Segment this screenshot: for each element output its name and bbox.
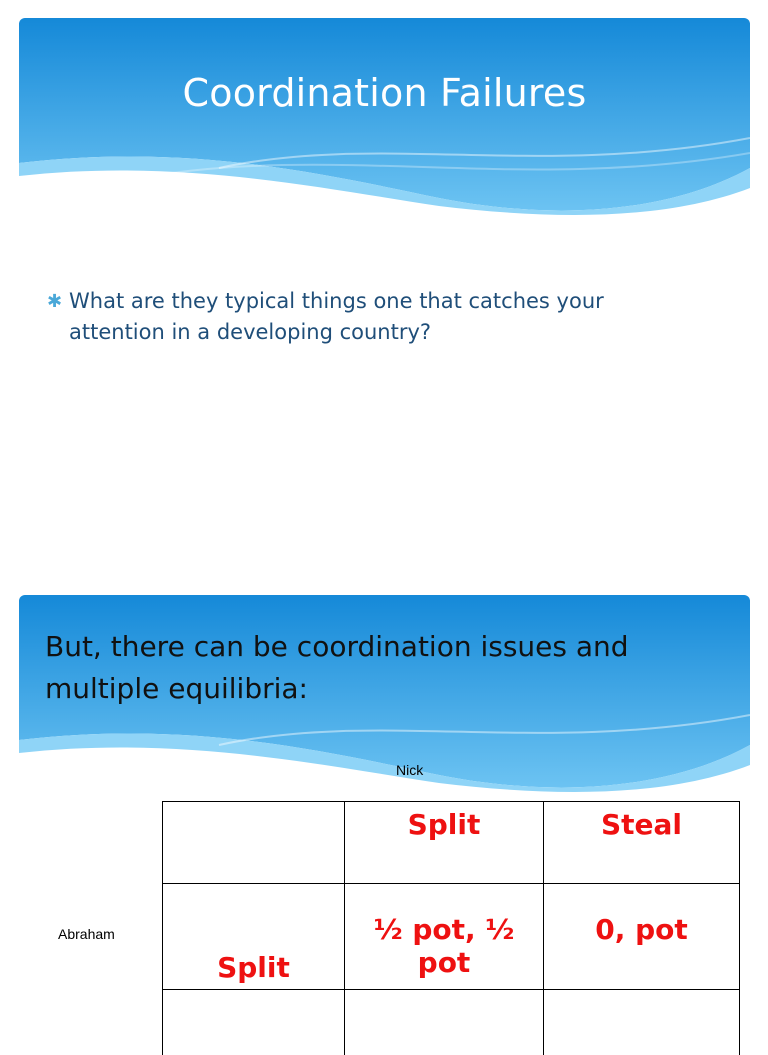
row-header-steal (163, 990, 345, 1055)
payoff-cell: ½ pot, ½ pot (345, 884, 544, 990)
table-row (163, 990, 740, 1055)
payoff-cell (544, 990, 740, 1055)
corner-cell (163, 802, 345, 884)
column-header-steal: Steal (544, 802, 740, 884)
slide-title: Coordination Failures (19, 74, 750, 112)
table-row (163, 884, 740, 990)
slide-coordination-failures (19, 18, 750, 563)
row-player-label: Abraham (58, 926, 115, 942)
table-header-row (163, 802, 740, 884)
payoff-matrix (162, 801, 740, 1055)
slide-header-banner (19, 18, 750, 218)
slide-coordination-issues (19, 595, 750, 1055)
column-header-split: Split (345, 802, 544, 884)
column-player-label: Nick (396, 762, 423, 778)
bullet-item (47, 286, 647, 348)
payoff-cell (345, 990, 544, 1055)
bullet-text: What are they typical things one that catches your attention in a developing country? (69, 286, 647, 348)
slide-title: But, there can be coordination issues and multiple equilibria: (45, 626, 705, 710)
asterisk-bullet-icon: ✱ (47, 286, 62, 317)
payoff-cell: 0, pot (544, 884, 740, 990)
row-header-split: Split (163, 884, 345, 990)
